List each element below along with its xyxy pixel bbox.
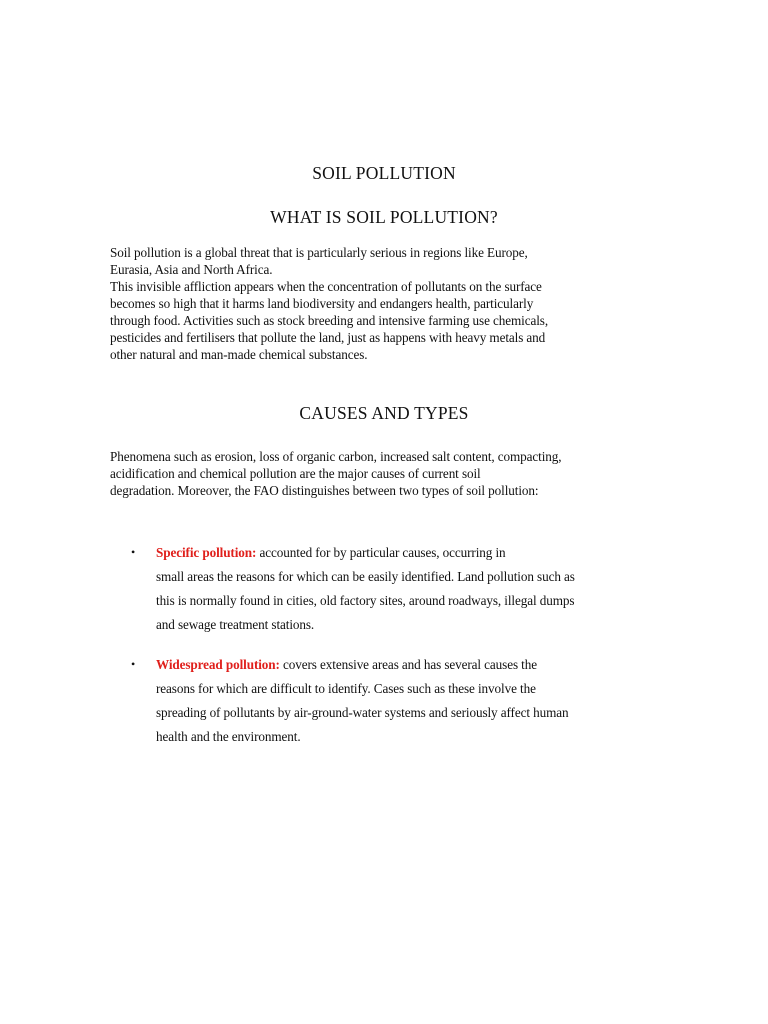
causes-paragraph [110,448,670,499]
bullet-text [156,653,676,749]
term-widespread-pollution: Widespread pollution: [156,657,280,672]
intro-line: Soil pollution is a global threat that is particularly serious in regions like Europe, [110,245,528,260]
intro-paragraph [110,244,670,363]
bullet-line: health and the environment. [156,729,301,744]
causes-line: degradation. Moreover, the FAO distinguishes between two types of soil pollution: [110,483,539,498]
intro-line: This invisible affliction appears when the concentration of pollutants on the surface [110,279,542,294]
section-heading-causes: CAUSES AND TYPES [299,403,469,423]
section-heading-what-is: WHAT IS SOIL POLLUTION? [270,207,498,227]
document-title: SOIL POLLUTION [312,163,456,183]
bullet-first-line [156,653,676,677]
bullet-text [156,541,676,637]
intro-line: through food. Activities such as stock breeding and intensive farming use chemicals, [110,313,549,328]
bullet-icon: • [131,657,136,671]
intro-line: becomes so high that it harms land biodiversity and endangers health, particularly [110,296,534,311]
bullet-line: this is normally found in cities, old factory sites, around roadways, illegal dumps [156,593,575,608]
causes-line: acidification and chemical pollution are the major causes of current soil [110,466,481,481]
bullet-first-line-rest: accounted for by particular causes, occurring in [256,545,506,560]
causes-line: Phenomena such as erosion, loss of organic carbon, increased salt content, compacting, [110,449,562,464]
intro-line: other natural and man-made chemical substances. [110,347,368,362]
bullet-line: and sewage treatment stations. [156,617,315,632]
bullet-line: small areas the reasons for which can be easily identified. Land pollution such as [156,569,575,584]
term-specific-pollution: Specific pollution: [156,545,257,560]
bullet-line: reasons for which are difficult to identify. Cases such as these involve the [156,681,536,696]
bullet-line: spreading of pollutants by air-ground-water systems and seriously affect human [156,705,569,720]
intro-line: pesticides and fertilisers that pollute the land, just as happens with heavy metals and [110,330,546,345]
bullet-first-line-rest: covers extensive areas and has several causes the [279,657,537,672]
bullet-icon: • [131,545,136,559]
bullet-first-line [156,541,676,565]
intro-line: Eurasia, Asia and North Africa. [110,262,273,277]
